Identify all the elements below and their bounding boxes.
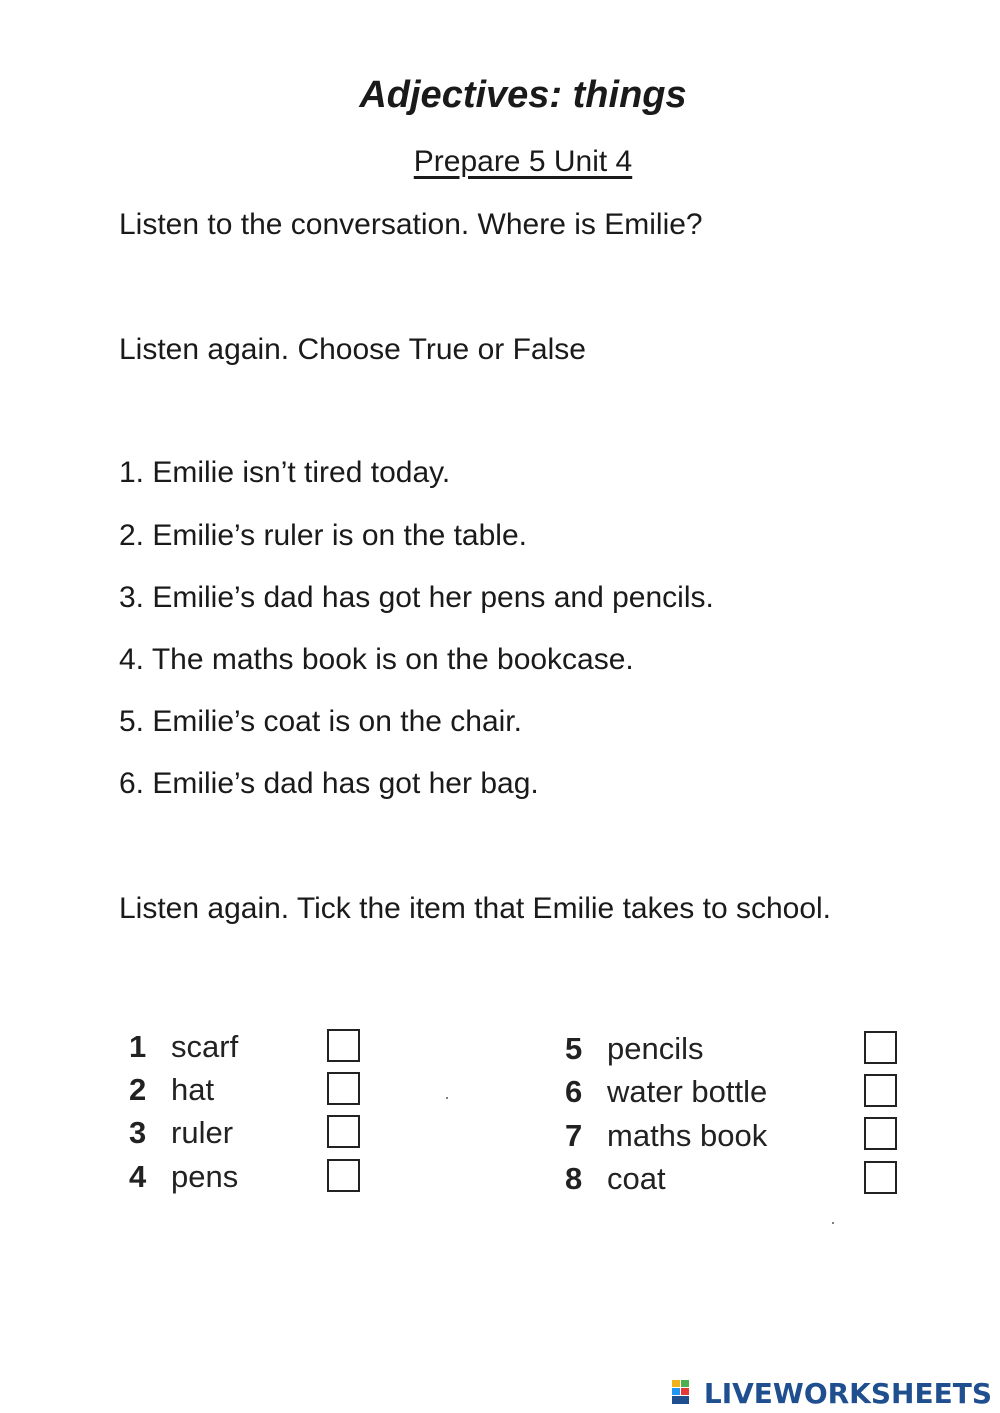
tick-box-1[interactable] bbox=[327, 1029, 360, 1062]
worksheet-subtitle: Prepare 5 Unit 4 bbox=[413, 145, 633, 178]
tick-box-4[interactable] bbox=[327, 1159, 360, 1192]
tick-item-number: 2 bbox=[129, 1072, 147, 1107]
tick-item-label: maths book bbox=[607, 1118, 768, 1153]
worksheet-title: Adjectives: things bbox=[359, 74, 687, 116]
tick-item-1 bbox=[129, 1025, 238, 1069]
tick-item-label: coat bbox=[607, 1161, 666, 1196]
tick-item-label: ruler bbox=[171, 1115, 234, 1150]
statement-1: 1. Emilie isn’t tired today. bbox=[119, 456, 451, 489]
liveworksheets-brand-text: LIVEWORKSHEETS bbox=[703, 1376, 992, 1410]
instruction-listen: Listen to the conversation. Where is Emilie? bbox=[119, 208, 703, 241]
tick-item-4 bbox=[129, 1155, 238, 1199]
tick-item-number: 5 bbox=[565, 1031, 583, 1066]
tick-item-label: scarf bbox=[171, 1029, 239, 1064]
tick-box-3[interactable] bbox=[327, 1115, 360, 1148]
tick-item-label: pens bbox=[171, 1159, 239, 1194]
statement-3: 3. Emilie’s dad has got her pens and pencils. bbox=[119, 581, 714, 614]
instruction-true-false: Listen again. Choose True or False bbox=[119, 333, 586, 366]
tick-item-label: water bottle bbox=[607, 1074, 768, 1109]
tick-item-number: 6 bbox=[565, 1074, 583, 1109]
tick-item-7 bbox=[565, 1114, 767, 1158]
tick-item-label: hat bbox=[171, 1072, 215, 1107]
tick-box-8[interactable] bbox=[864, 1161, 897, 1194]
tick-box-7[interactable] bbox=[864, 1117, 897, 1150]
tick-item-label: pencils bbox=[607, 1031, 704, 1066]
tick-item-2 bbox=[129, 1068, 214, 1112]
liveworksheets-watermark bbox=[672, 1378, 992, 1408]
tick-item-number: 7 bbox=[565, 1118, 583, 1153]
tick-item-3 bbox=[129, 1111, 233, 1155]
tick-item-number: 3 bbox=[129, 1115, 147, 1150]
tick-box-2[interactable] bbox=[327, 1072, 360, 1105]
liveworksheets-logo-icon bbox=[672, 1380, 700, 1406]
tick-item-number: 8 bbox=[565, 1161, 583, 1196]
tick-box-5[interactable] bbox=[864, 1031, 897, 1064]
statement-2: 2. Emilie’s ruler is on the table. bbox=[119, 519, 527, 552]
tick-box-6[interactable] bbox=[864, 1074, 897, 1107]
instruction-tick: Listen again. Tick the item that Emilie takes to school. bbox=[119, 892, 832, 925]
tick-item-5 bbox=[565, 1027, 704, 1071]
tick-item-8 bbox=[565, 1157, 666, 1201]
tick-item-6 bbox=[565, 1070, 767, 1114]
scan-speck bbox=[446, 1097, 448, 1099]
scan-speck bbox=[832, 1222, 834, 1224]
statement-5: 5. Emilie’s coat is on the chair. bbox=[119, 705, 522, 738]
tick-item-number: 4 bbox=[129, 1159, 147, 1194]
tick-item-number: 1 bbox=[129, 1029, 147, 1064]
statement-6: 6. Emilie’s dad has got her bag. bbox=[119, 767, 539, 800]
statement-4: 4. The maths book is on the bookcase. bbox=[119, 643, 634, 676]
